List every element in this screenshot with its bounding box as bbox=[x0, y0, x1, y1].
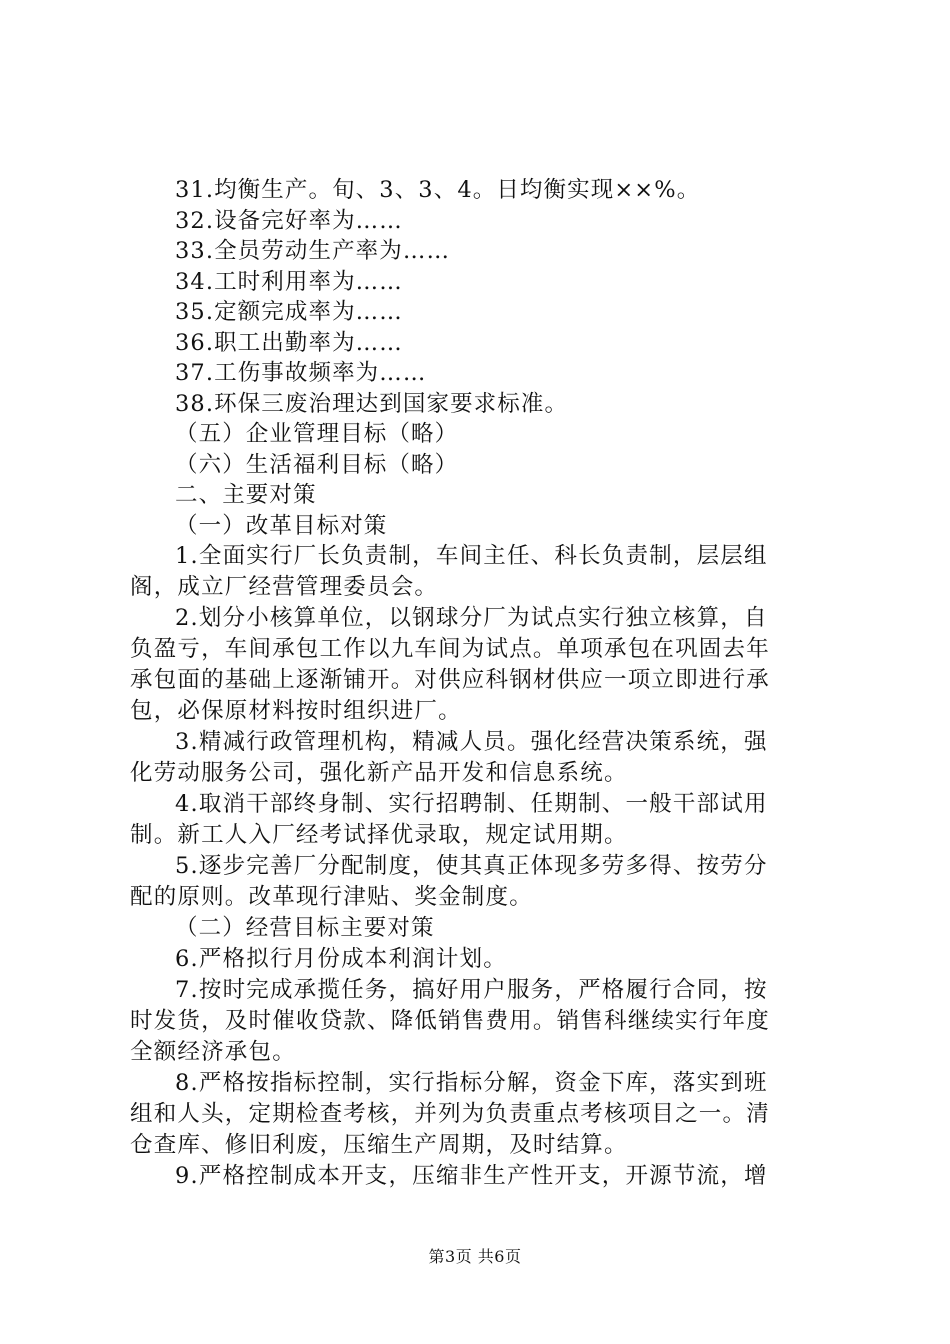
paragraph-line: 承包面的基础上逐渐铺开。对供应科钢材供应一项立即进行承 bbox=[130, 667, 770, 693]
paragraph-line: 负盈亏，车间承包工作以九车间为试点。单项承包在巩固去年 bbox=[130, 636, 770, 662]
page-footer: 第3页 共6页 bbox=[428, 1247, 522, 1266]
text-line: 35.定额完成率为…… bbox=[175, 299, 403, 325]
paragraph bbox=[130, 1068, 830, 1161]
text-line: 37.工伤事故频率为…… bbox=[175, 360, 427, 386]
paragraph bbox=[130, 1161, 830, 1192]
paragraph-line: 配的原则。改革现行津贴、奖金制度。 bbox=[130, 884, 533, 910]
paragraph bbox=[130, 727, 830, 789]
section-heading: （二）经营目标主要对策 bbox=[175, 915, 435, 941]
text-line: 33.全员劳动生产率为…… bbox=[175, 238, 451, 264]
paragraph bbox=[130, 944, 830, 975]
paragraph-line: 仓查库、修旧利废，压缩生产周期，及时结算。 bbox=[130, 1131, 628, 1158]
text-line: 36.职工出勤率为…… bbox=[175, 329, 403, 356]
paragraph-line: 9.严格控制成本开支，压缩非生产性开支，开源节流，增 bbox=[175, 1162, 768, 1189]
paragraph-line: 组和人头，定期检查考核，并列为负责重点考核项目之一。清 bbox=[130, 1100, 770, 1127]
text-line: 34.工时利用率为…… bbox=[175, 268, 403, 295]
text-line: 32.设备完好率为…… bbox=[175, 207, 403, 234]
paragraph bbox=[130, 541, 830, 603]
paragraph-line: 包，必保原材料按时组织进厂。 bbox=[130, 698, 462, 724]
paragraph-line: 阁，成立厂经营管理委员会。 bbox=[130, 574, 439, 600]
paragraph-line: 制。新工人入厂经考试择优录取，规定试用期。 bbox=[130, 822, 628, 848]
paragraph-line: 时发货，及时催收贷款、降低销售费用。销售科继续实行年度 bbox=[130, 1007, 770, 1034]
section-heading: （五）企业管理目标（略） bbox=[175, 421, 459, 447]
section-heading: （六）生活福利目标（略） bbox=[175, 451, 459, 478]
paragraph-line: 3.精减行政管理机构，精减人员。强化经营决策系统，强 bbox=[175, 729, 768, 755]
paragraph-line: 7.按时完成承揽任务，搞好用户服务，严格履行合同，按 bbox=[175, 976, 768, 1003]
paragraph-line: 全额经济承包。 bbox=[130, 1038, 296, 1065]
paragraph-group-operations bbox=[130, 944, 830, 1192]
paragraph-line: 6.严格拟行月份成本利润计划。 bbox=[175, 945, 507, 972]
paragraph-line: 1.全面实行厂长负责制，车间主任、科长负责制，层层组 bbox=[175, 543, 768, 569]
paragraph bbox=[130, 789, 830, 851]
paragraph bbox=[130, 851, 830, 913]
paragraph-line: 8.严格按指标控制，实行指标分解，资金下库，落实到班 bbox=[175, 1069, 768, 1096]
text-line: 31.均衡生产。旬、3、3、4。日均衡实现××%。 bbox=[175, 177, 701, 203]
paragraph-line: 5.逐步完善厂分配制度，使其真正体现多劳多得、按劳分 bbox=[175, 853, 768, 879]
paragraph-line: 2.划分小核算单位，以钢球分厂为试点实行独立核算，自 bbox=[175, 605, 768, 631]
paragraph bbox=[130, 975, 830, 1068]
section-heading: 二、主要对策 bbox=[175, 482, 317, 508]
paragraph-group-reform bbox=[130, 541, 830, 913]
document-body bbox=[130, 175, 830, 1192]
paragraph-line: 4.取消干部终身制、实行招聘制、任期制、一般干部试用 bbox=[175, 791, 768, 817]
section-heading: （一）改革目标对策 bbox=[175, 512, 388, 539]
paragraph bbox=[130, 603, 830, 727]
text-line: 38.环保三废治理达到国家要求标准。 bbox=[175, 390, 569, 417]
paragraph-line: 化劳动服务公司，强化新产品开发和信息系统。 bbox=[130, 760, 628, 786]
